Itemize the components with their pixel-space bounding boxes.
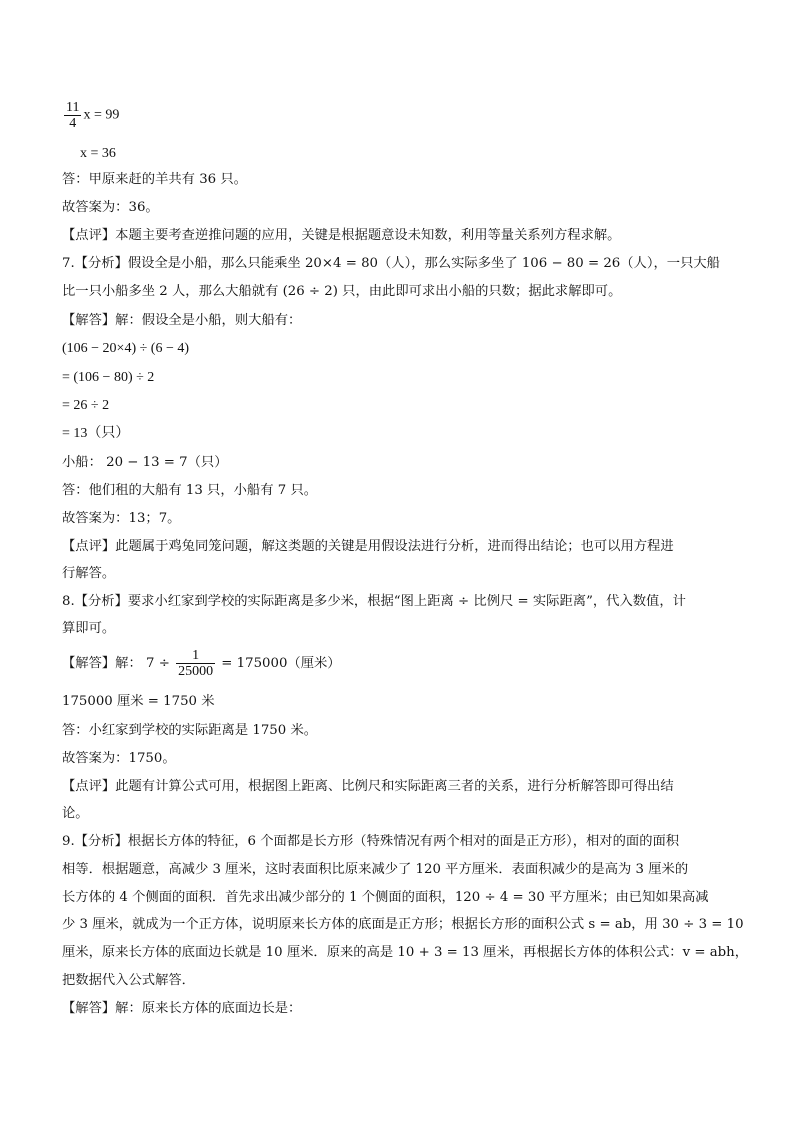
analysis-line: 少 3 厘米，就成为一个正方体，说明原来长方体的底面是正方形；根据长方形的面积公式 s = ab，用 30 ÷ 3 = 10	[62, 917, 744, 932]
fraction	[176, 648, 215, 679]
fraction-numerator: 11	[66, 100, 80, 115]
solution-line: 小船： 20 − 13 = 7（只）	[62, 455, 228, 470]
equation-rest: x = 99	[83, 107, 120, 123]
fraction	[64, 100, 81, 131]
solution-line: 【解答】解：假设全是小船，则大船有：	[62, 313, 302, 328]
solution-line: 【解答】解：原来长方体的底面边长是：	[62, 1001, 302, 1016]
analysis-line: 把数据代入公式解答．	[62, 973, 195, 988]
fraction-numerator: 1	[176, 648, 215, 664]
analysis-line: 长方体的 4 个侧面的面积．首先求出减少部分的 1 个侧面的面积，120 ÷ 4 = 30 平方厘米；由已知如果高减	[62, 890, 709, 905]
solution-result: = 175000（厘米）	[217, 656, 341, 671]
answer-line: 答：他们租的大船有 13 只，小船有 7 只。	[62, 483, 318, 498]
fraction-denominator: 4	[69, 116, 77, 131]
answer-line: 故答案为：13；7。	[62, 511, 181, 526]
analysis-line: 7.【分析】假设全是小船，那么只能乘坐 20×4 = 80（人），那么实际多坐了 106 − 80 = 26（人），一只大船	[62, 256, 720, 271]
solution-line: 175000 厘米 = 1750 米	[62, 694, 215, 709]
answer-line: 故答案为：1750。	[62, 751, 176, 766]
equation-line: = 26 ÷ 2	[62, 398, 110, 413]
comment-line: 【点评】本题主要考查逆推问题的应用，关键是根据题意设未知数，利用等量关系列方程求解。	[62, 228, 621, 243]
comment-line: 【点评】此题有计算公式可用，根据图上距离、比例尺和实际距离三者的关系，进行分析解答即可得出结	[62, 779, 674, 794]
answer-line: 答：小红家到学校的实际距离是 1750 米。	[62, 723, 318, 738]
analysis-line: 相等．根据题意，高减少 3 厘米，这时表面积比原来减少了 120 平方厘米．表面积减少的是高为 3 厘米的	[62, 862, 689, 877]
solution-prefix: 【解答】解： 7 ÷	[62, 656, 175, 671]
analysis-line: 9.【分析】根据长方体的特征，6 个面都是长方形（特殊情况有两个相对的面是正方形），相对的面的面积	[62, 834, 680, 849]
equation-line: = (106 − 80) ÷ 2	[62, 370, 155, 385]
equation-line: = 13（只）	[62, 426, 130, 441]
analysis-line: 8.【分析】要求小红家到学校的实际距离是多少米，根据“图上距离 ÷ 比例尺 = 实际距离”，代入数值，计	[62, 594, 686, 609]
solution-line	[62, 648, 341, 679]
answer-line: 故答案为：36。	[62, 200, 159, 215]
equation-line: (106 − 20×4) ÷ (6 − 4)	[62, 341, 190, 356]
answer-line: 答：甲原来赶的羊共有 36 只。	[62, 172, 247, 187]
equation-line: x = 36	[80, 146, 116, 161]
analysis-line: 厘米，原来长方体的底面边长就是 10 厘米．原来的高是 10 + 3 = 13 厘米，再根据长方体的体积公式：v = abh，	[62, 945, 749, 960]
equation-line	[62, 100, 119, 131]
comment-line: 行解答。	[62, 566, 116, 581]
comment-line: 论。	[62, 806, 89, 821]
analysis-line: 算即可。	[62, 621, 116, 636]
comment-line: 【点评】此题属于鸡兔同笼问题，解这类题的关键是用假设法进行分析，进而得出结论；也可以用方程进	[62, 539, 674, 554]
fraction-denominator: 25000	[178, 664, 214, 679]
analysis-line: 比一只小船多坐 2 人，那么大船就有 (26 ÷ 2) 只，由此即可求出小船的只数；据此求解即可。	[62, 284, 622, 299]
